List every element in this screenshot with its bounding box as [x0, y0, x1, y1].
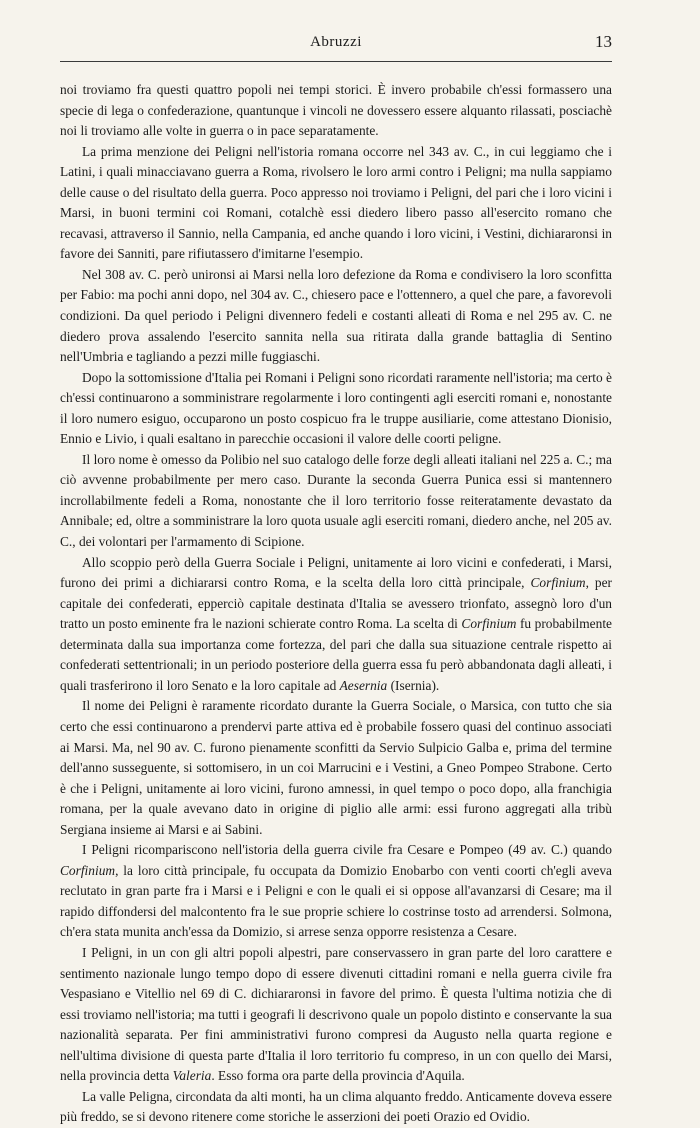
paragraph-7: Il nome dei Peligni è raramente ricordato durante la Guerra Sociale, o Marsica, con tutto che sia certo che essi continuarono a prendervi parte attiva ed è probabile fossero quasi del continuo associati ai Marsi. Ma, nel 90 av. C. furono pienamente sconfitti da Servio Sulpicio Galba e, prima del termine dell'anno susseguente, si sottomisero, in un coi Marrucini e i Vestini, a Gneo Pompeo Strabone. Certo è che i Peligni, unitamente ai loro vicini, furono amnessi, in quel tempo o poco dopo, alla franchigia romana, per la quale avevano dato in origine di piglio alle armi: essi furono aggregati alla tribù Sergiana insieme ai Marsi e ai Sabini. [60, 698, 612, 837]
paragraph-6-part-d: (Isernia). [387, 677, 440, 693]
paragraph-6-part-a: Allo scoppio però della Guerra Sociale i Peligni, unitamente ai loro vicini e confederati, i Marsi, furono dei primi a dichiararsi contro Roma, e la scelta della loro città principale, [60, 554, 612, 591]
paragraph-6 [60, 553, 612, 697]
paragraph-9-part-b: . Esso forma ora parte della provincia d'Aquila. [211, 1068, 465, 1084]
paragraph-6-part-c: fu probabilmente determinata dalla sua importanza come fortezza, del pari che dalla sua situazione centrale rispetto ai confederati settentrionali; in un periodo posteriore della guerra essa fu però abbandonata dagli alleati, i quali trasferirono il loro Senato e la loro capitale ad [60, 616, 612, 693]
paragraph-8-part-b: , la loro città principale, fu occupata da Domizio Enobarbo con venti coorti ch'egli aveva reclutato in gran parte fra i Marsi e i Peligni e con le quali ei si oppose all'avanzarsi di Cesare; ma il rapido diffondersi del malcontento fra le sue proprie schiere lo costrinse tosto ad arrendersi. Solmona, ch'era stata munita anch'essa da Domizio, si arrese senza opporre resistenza a Cesare. [60, 862, 612, 940]
paragraph-8 [60, 840, 612, 943]
paragraph-6-part-b: , per capitale dei confederati, epperciò capitale destinata d'Italia se avessero trionfato, assegnò loro d'un tratto un posto eminente fra le nazioni schierate contro Roma. La scelta di [60, 575, 612, 632]
paragraph-10: La valle Peligna, circondata da alti monti, ha un clima alquanto freddo. Anticamente doveva essere più freddo, se si devono ritenere come storiche le asserzioni dei poeti Orazio ed Ovidio. [60, 1088, 612, 1125]
running-title: Abruzzi [310, 34, 362, 50]
paragraph-8-part-a: I Peligni ricompariscono nell'istoria della guerra civile fra Cesare e Pompeo (49 av. C.) quando [82, 842, 612, 858]
italic-valeria: Valeria [172, 1068, 212, 1084]
body-text [60, 80, 612, 1128]
paragraph-2: La prima menzione dei Peligni nell'istoria romana occorre nel 343 av. C., in cui leggiamo che i Latini, i quali minacciavano guerra a Roma, rivolsero le loro armi contro i Peligni; ma nulla sappiamo delle cause o del risultato della guerra. Poco appresso noi troviamo i Peligni, del pari che i loro vicini i Marsi, in buoni termini coi Romani, cotalchè essi diedero libero passo all'esercito romano che recavasi, attraverso il Sannio, nella Campania, ed anche quando i loro vicini, i Vestini, dichiararonsi in favore dei Sanniti, pare rifiutassero d'imitarne l'esempio. [60, 143, 612, 262]
italic-corfinium: Corfinium [461, 616, 517, 632]
page-number: 13 [595, 32, 612, 51]
paragraph-3: Nel 308 av. C. però unironsi ai Marsi nella loro defezione da Roma e condivisero la loro sconfitta per Fabio: ma pochi anni dopo, nel 304 av. C., chiesero pace e l'ottennero, a quel che pare, a favorevoli condizioni. Da quel periodo i Peligni divennero fedeli e costanti alleati di Roma e nel 295 av. C. ne diedero prova assalendo l'esercito sannita nella sua ritirata dalla grande battaglia di Sentino nell'Umbria e tagliando a pezzi mille fuggiaschi. [60, 266, 612, 365]
paragraph-5: Il loro nome è omesso da Polibio nel suo catalogo delle forze degli alleati italiani nel 225 a. C.; ma ciò avvenne probabilmente per mero caso. Durante la seconda Guerra Punica essi si mantennero incrollabilmente fedeli a Roma, nonostante che il loro territorio fosse reiteratamente devastato da Annibale; ed, oltre a somministrare la loro quota usuale agli eserciti romani, diedero anche, nel 205 av. C., dei volontari per l'armamento di Scipione. [60, 451, 612, 550]
paragraph-1: noi troviamo fra questi quattro popoli nei tempi storici. È invero probabile ch'essi formassero una specie di lega o confederazione, quantunque i vincoli ne dovessero essere alquanto rilassati, posciachè noi li troviamo alle volte in guerra o in pace separatamente. [60, 82, 612, 139]
running-header [60, 34, 612, 56]
paragraph-9-part-a: I Peligni, in un con gli altri popoli alpestri, pare conservassero in gran parte del loro carattere e sentimento nazionale lungo tempo dopo di essere divenuti cittadini romani e nella guerra civile fra Vespasiano e Vitellio nel 69 di C. dichiararonsi in favore del primo. È questa l'ultima notizia che di essi troviamo nell'istoria; ma tutti i geografi li descrivono quale un popolo distinto e conservante la sua nazionalità separata. Per fini amministrativi furono compresi da Augusto nella quarta regione e nell'ultima divisione di questa parte d'Italia il loro territorio fu compreso, in un con quello dei Marsi, nella provincia detta [60, 944, 612, 1084]
italic-corfinium: Corfinium [60, 862, 116, 878]
paragraph-9 [60, 943, 612, 1087]
italic-aesernia: Aesernia [339, 677, 388, 693]
paragraph-4: Dopo la sottomissione d'Italia pei Romani i Peligni sono ricordati raramente nell'istoria; ma certo è ch'essi continuarono a somministrare regolarmente i loro contingenti agli eserciti romani e, nonostante il loro numero esiguo, occuparono un posto cospicuo fra le truppe ausiliarie, come attestano Dionisio, Ennio e Livio, i quali esaltano in parecchie occasioni il valore delle coorti peligne. [60, 369, 612, 447]
header-rule [60, 61, 612, 62]
italic-corfinium: Corfinium [530, 575, 586, 591]
